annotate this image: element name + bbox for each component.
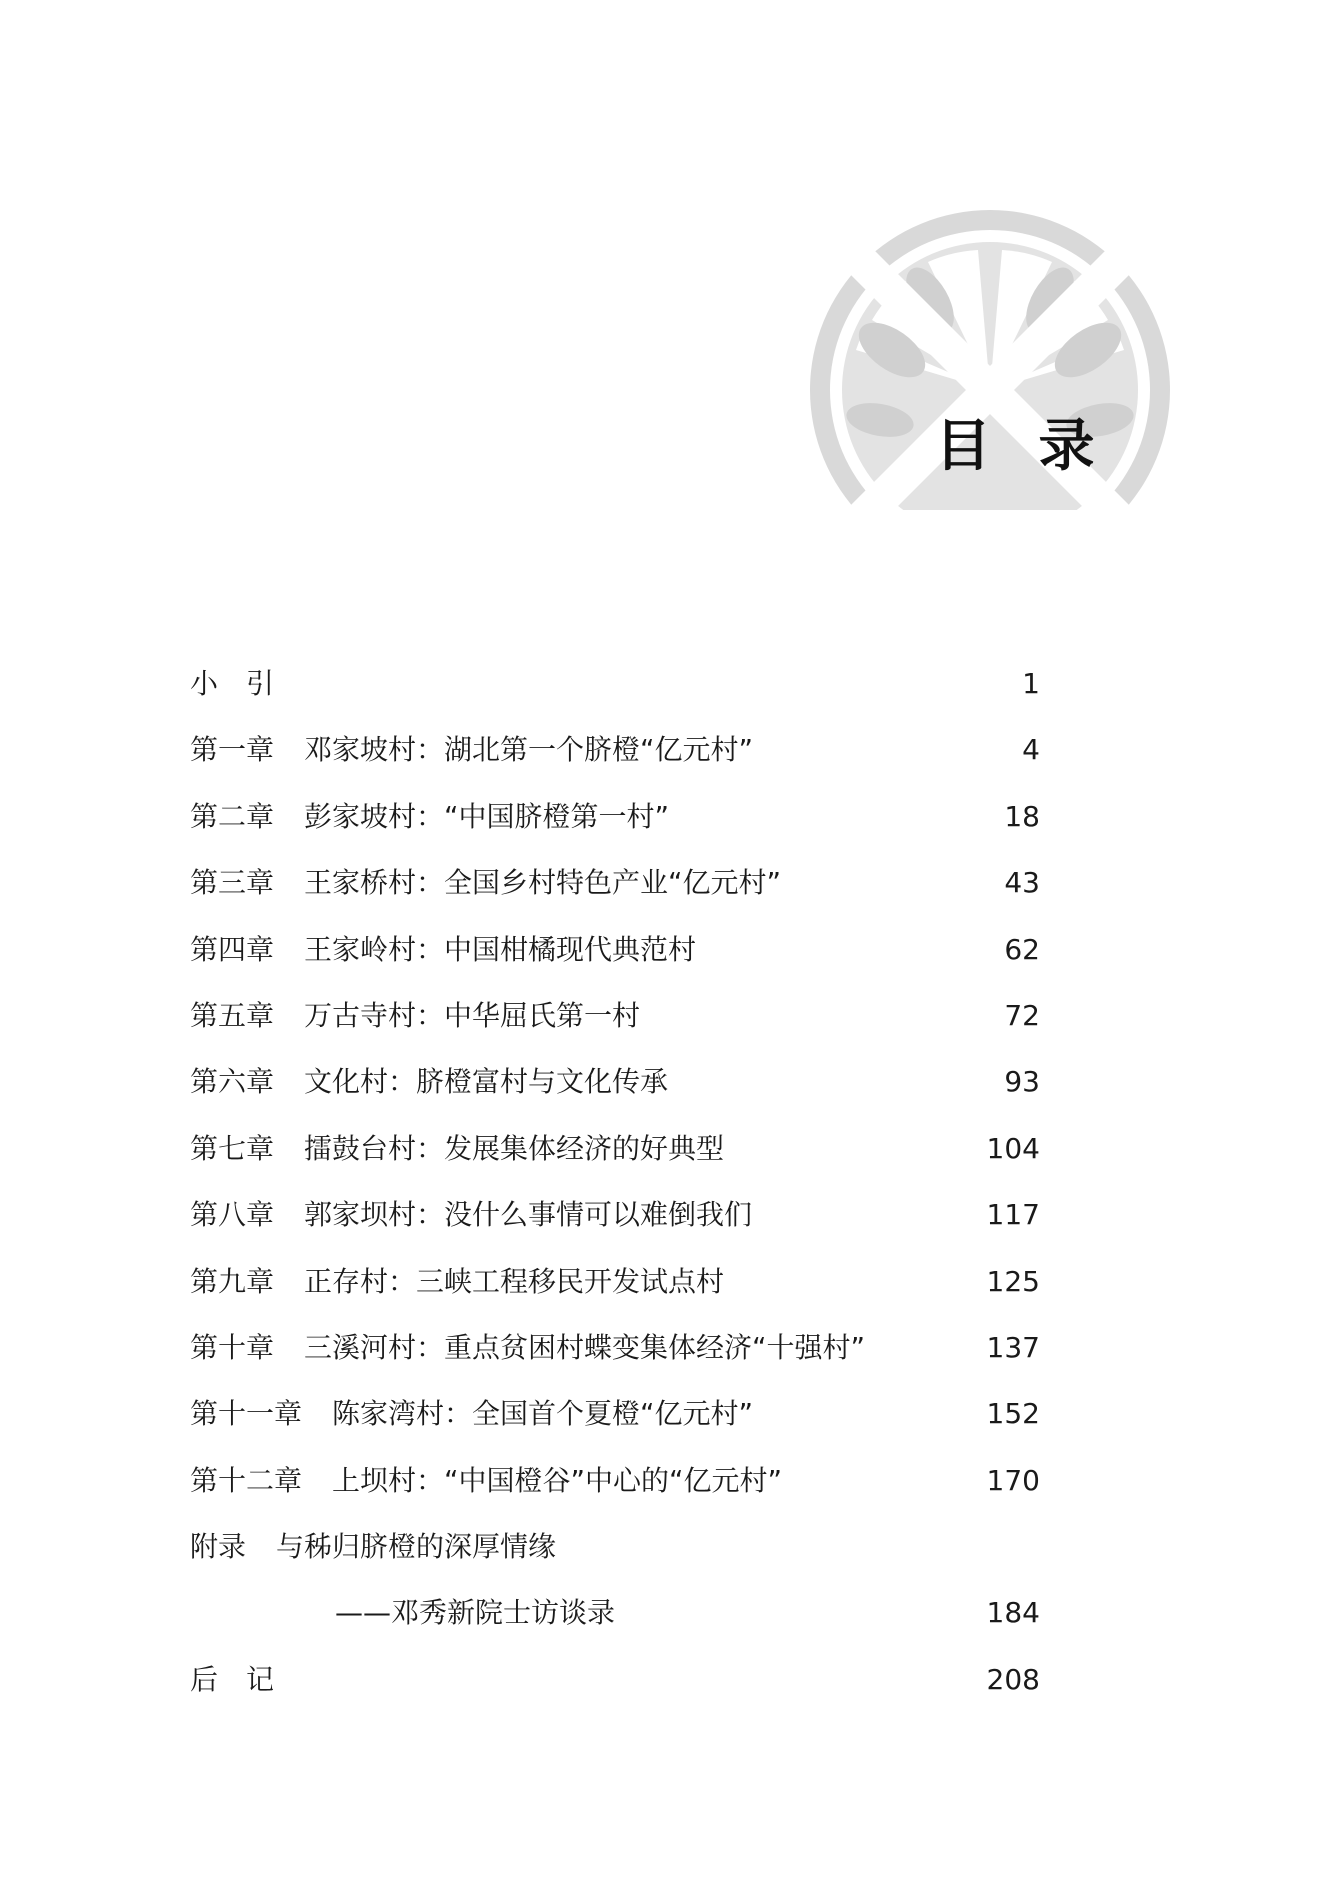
toc-row-afterword[interactable]: [190, 1659, 1040, 1725]
toc-entry-title: [190, 1659, 304, 1701]
toc-title-text: 上坝村：“中国橙谷”中心的“亿元村”: [332, 1463, 783, 1497]
toc-title-text: 彭家坡村：“中国脐橙第一村”: [304, 799, 670, 833]
toc-entry-title: [190, 862, 781, 904]
toc-entry-title: [190, 1460, 782, 1502]
toc-chapter-label: 附录: [190, 1530, 247, 1564]
toc-page-number: 117: [986, 1198, 1040, 1232]
toc-title-text: 陈家湾村：全国首个夏橙“亿元村”: [332, 1397, 754, 1431]
toc-chapter-label: 第九章: [190, 1264, 275, 1298]
toc-page-number: 93: [1004, 1065, 1040, 1099]
toc-entry-title: [190, 995, 640, 1037]
toc-chapter-label: 第十二章: [190, 1463, 303, 1497]
toc-title-text: 正存村：三峡工程移民开发试点村: [304, 1264, 725, 1298]
toc-entry-title: [190, 1061, 668, 1103]
toc-entry-title: [190, 796, 669, 838]
toc-row-chapter-1[interactable]: [190, 729, 1040, 795]
toc-title-text: 万古寺村：中华屈氏第一村: [304, 998, 641, 1032]
toc-title-text: 与秭归脐橙的深厚情缘: [276, 1530, 557, 1564]
toc-entry-title: [190, 729, 753, 771]
toc-title-text: 擂鼓台村：发展集体经济的好典型: [304, 1131, 725, 1165]
toc-page-number: 170: [986, 1463, 1040, 1497]
toc-chapter-label: 第二章: [190, 799, 275, 833]
toc-page-number: 1: [1022, 667, 1040, 700]
toc-row-chapter-8[interactable]: [190, 1194, 1040, 1260]
toc-row-preface[interactable]: [190, 663, 1040, 729]
toc-row-chapter-10[interactable]: [190, 1327, 1040, 1393]
toc-page-number: 72: [1004, 998, 1040, 1032]
toc-entry-title: [190, 1128, 724, 1170]
toc-chapter-label: 后 记: [190, 1662, 275, 1696]
toc-row-chapter-5[interactable]: [190, 995, 1040, 1061]
toc-row-chapter-12[interactable]: [190, 1460, 1040, 1526]
toc-row-chapter-9[interactable]: [190, 1261, 1040, 1327]
toc-chapter-label: 第八章: [190, 1198, 275, 1232]
page-title: 目 录: [935, 413, 1109, 479]
toc-entry-title: [190, 1194, 752, 1236]
toc-title-text: 王家岭村：中国柑橘现代典范村: [304, 932, 697, 966]
toc-chapter-label: 第十一章: [190, 1397, 303, 1431]
toc-chapter-label: 第十章: [190, 1330, 275, 1364]
toc-page-number: 4: [1022, 733, 1040, 767]
toc-row-chapter-7[interactable]: [190, 1128, 1040, 1194]
toc-row-chapter-11[interactable]: [190, 1393, 1040, 1459]
toc-chapter-label: 第一章: [190, 733, 275, 767]
table-of-contents: [190, 663, 1040, 1725]
toc-page-number: 137: [986, 1330, 1040, 1364]
toc-chapter-label: 第七章: [190, 1131, 275, 1165]
toc-page-number: 125: [986, 1264, 1040, 1298]
toc-chapter-label: 第四章: [190, 932, 275, 966]
toc-chapter-label: 第三章: [190, 866, 275, 900]
toc-page-number: 152: [986, 1397, 1040, 1431]
toc-title-text: 王家桥村：全国乡村特色产业“亿元村”: [304, 866, 782, 900]
toc-row-appendix[interactable]: [190, 1526, 1040, 1592]
toc-chapter-label: 第六章: [190, 1065, 275, 1099]
toc-entry-title: [335, 1592, 615, 1634]
toc-chapter-label: 第五章: [190, 998, 275, 1032]
toc-page-number: 104: [986, 1131, 1040, 1165]
toc-row-chapter-6[interactable]: [190, 1061, 1040, 1127]
toc-chapter-label: 小 引: [190, 667, 275, 700]
toc-title-text: ——邓秀新院士访谈录: [335, 1596, 616, 1630]
toc-page-number: 184: [986, 1596, 1040, 1630]
toc-entry-title: [190, 1393, 753, 1435]
toc-entry-title: [190, 1327, 865, 1369]
toc-row-chapter-2[interactable]: [190, 796, 1040, 862]
toc-entry-title: [190, 663, 304, 705]
toc-page-number: 18: [1004, 799, 1040, 833]
toc-title-text: 文化村：脐橙富村与文化传承: [304, 1065, 669, 1099]
toc-page-number: 208: [986, 1662, 1040, 1696]
toc-row-appendix-subtitle[interactable]: [190, 1592, 1040, 1658]
toc-page-number: 43: [1004, 866, 1040, 900]
toc-title-text: 郭家坝村：没什么事情可以难倒我们: [304, 1198, 753, 1232]
toc-title-text: 三溪河村：重点贫困村蝶变集体经济“十强村”: [304, 1330, 866, 1364]
toc-entry-title: [190, 1261, 724, 1303]
toc-row-chapter-3[interactable]: [190, 862, 1040, 928]
toc-entry-title: [190, 929, 696, 971]
toc-entry-title: [190, 1526, 556, 1568]
toc-row-chapter-4[interactable]: [190, 929, 1040, 995]
toc-title-text: 邓家坡村：湖北第一个脐橙“亿元村”: [304, 733, 754, 767]
toc-page-number: 62: [1004, 932, 1040, 966]
